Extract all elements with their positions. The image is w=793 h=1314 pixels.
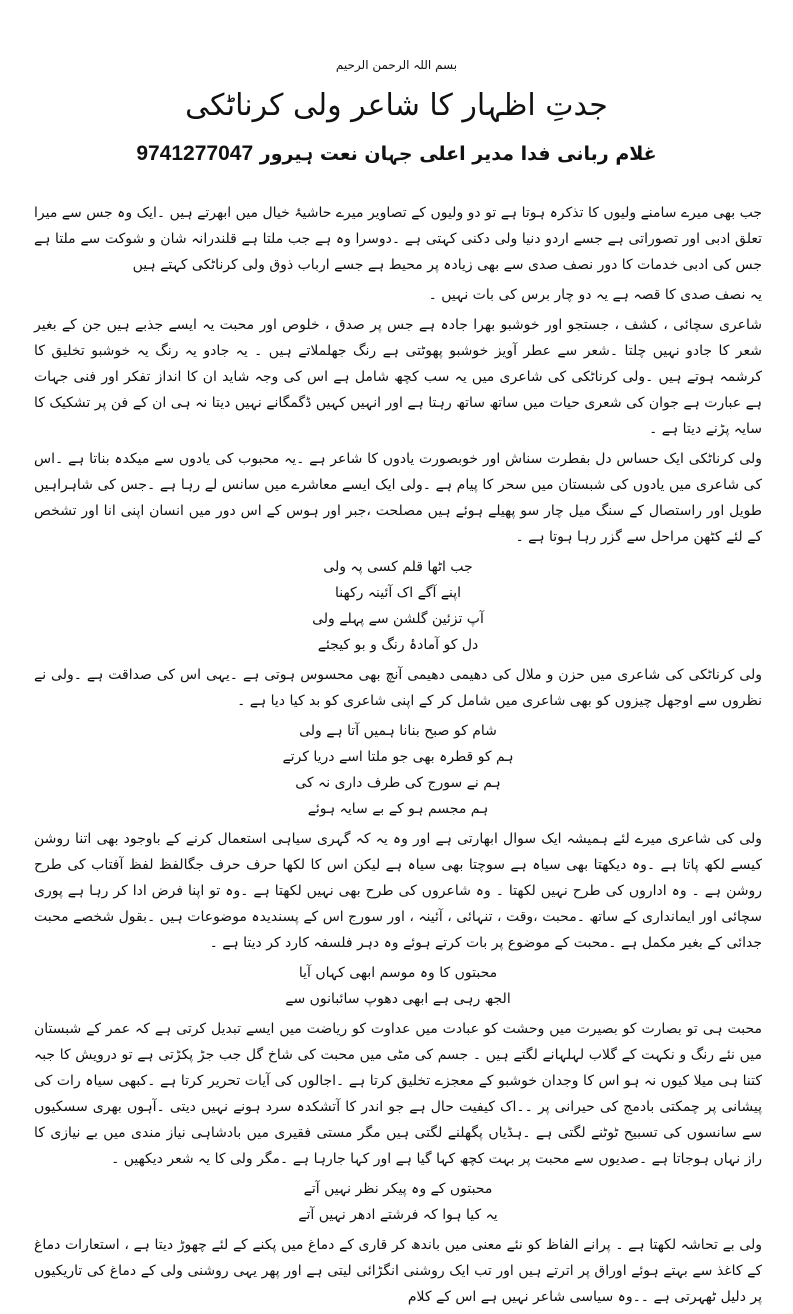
author-name: غلام ربانی فدا مدیر اعلی جہان نعت ہیرور xyxy=(259,143,657,165)
paragraph-darkness: ولی کی شاعری میرے لئے ہمیشہ ایک سوال ابھارتی ہے اور وہ یہ کہ گہری سیاہی استعمال کرنے کے باوجود بھی اتنا روشن کیسے لکھ پاتا ہے ۔وہ دیکھتا بھی سیاہ ہے سوچتا بھی سیاہ ہے لیکن اس کا لکھا حرف حرف جگالفظ لفظ آفتاب کی طرح روشن ہے ۔ وہ اداروں کی طرح نہیں لکھتا ۔ وہ شاعروں کی طرح بھی نہیں لکھتا ہے ۔وہ تو اپنا فرض ادا کر رہا ہے پوری سچائی اور ایمانداری کے ساتھ ۔محبت ،وقت ، تنہائی ، آئینہ ، اور سورج اس کے پسندیدہ موضوعات ہیں ۔بقول شخصے محبت جدائی کے بغیر مکمل ہے ۔محبت کے موضوع پر بات کرتے ہوئے وہ دہر فلسفہ کارد کر دیتا ہے ۔ xyxy=(34,831,762,951)
poem-line: شام کو صبح بنانا ہمیں آتا ہے ولی xyxy=(299,723,497,739)
paragraph-words: ولی بے تحاشہ لکھتا ہے ۔ پرانے الفاظ کو نئے معنی میں باندھ کر قاری کے دماغ میں پکنے کے لئے چھوڑ دیتا ہے ، استعارات دماغ کے کاغذ سے بہتے ہوئے اوراق پر اترتے ہیں اور تب ایک روشنی انگڑائی لیتی ہے اور پھر یہی روشنی ولی کے دماغ کی تاریکیوں پر دلیل ٹھہرتی ہے ۔۔وہ سیاسی شاعر نہیں ہے اس کے کلام xyxy=(34,1237,762,1305)
paragraph-sorrow: ولی کرناٹکی کی شاعری میں حزن و ملال کی دھیمی دھیمی آنچ بھی محسوس ہوتی ہے ۔یہی اس کی صداقت ہے ۔ولی نے نظروں سے اوجھل چیزوں کو بھی شاعری میں شامل کر کے اپنی شاعری کو بد کیا دیا ہے ۔ xyxy=(34,667,762,709)
author-line xyxy=(0,142,793,166)
article-body xyxy=(34,200,762,1314)
poem-line: محبتوں کے وہ پیکر نظر نہیں آتے xyxy=(303,1181,493,1197)
paragraph-memory: ولی کرناٹکی ایک حساس دل بفطرت سناش اور خوبصورت یادوں کا شاعر ہے ۔یہ محبوب کی یادوں سے میکدہ بناتا ہے ۔اس کی شاعری میں یادوں کی شبستان میں سحر کا پیام ہے ۔ولی ایک ایسے معاشرے میں سانس لے رہا ہے ۔جس کی شاہراہیں طویل اور راستصال کے سنگ میل چار سو پھیلے ہوئے ہیں مصلحت ،جبر اور ہوس کے اس دور میں انسان اپنی انا اور تشخص کے لئے کٹھن مراحل سے گزر رہا ہوتا ہے ۔ xyxy=(34,451,762,545)
poem-line: ہم نے سورج کی طرف داری نہ کی xyxy=(295,775,501,791)
paragraph-quote: یہ نصف صدی کا قصہ ہے یہ دو چار برس کی بات نہیں ۔ xyxy=(428,287,762,303)
paragraph-poetry: شاعری سچائی ، کشف ، جستجو اور خوشبو بھرا جادہ ہے جس پر صدق ، خلوص اور محبت یہ ایسے جذبے ہیں جن کے بغیر شعر کا جادو نہیں چلتا ۔شعر سے عطر آویز خوشبو پھوٹتی ہے رنگ جھلملاتے ہیں ۔ یہ جادو یہ رنگ یہ خوشبو تخلیق کا کرشمہ ہوتے ہیں ۔ولی کرناٹکی کی شاعری میں یہ سب کچھ شامل ہے اس کی وجہ شاید ان کا انداز تفکر اور فنی جہات ہے عبارت ہے جوان کی شعری حیات میں ساتھ ساتھ رہتا ہے اور انہیں کہیں ڈگمگانے نہیں دیتا نہ ہی ان کے فن پر تشکیک کا سایہ پڑنے دیتا ہے ۔ xyxy=(34,317,762,437)
poem-line: جب اٹھا قلم کسی پہ ولی xyxy=(323,559,473,575)
poem-2 xyxy=(208,718,588,822)
paragraph-intro: جب بھی میرے سامنے ولیوں کا تذکرہ ہوتا ہے تو دو ولیوں کے تصاویر میرے حاشیۂ خیال میں ابھرتے ہیں ۔ایک وہ جس سے میرا تعلق ادبی اور تصوراتی ہے جسے اردو دنیا ولی دکنی کہتی ہے ۔دوسرا وہ ہے جب ملتا ہے قلندرانہ شان و شوکت سے ملتا ہے جس کی ادبی خدمات کا دور نصف صدی سے بھی زیادہ پر محیط ہے جسے ارباب ذوق ولی کرناٹکی کہتے ہیں xyxy=(34,205,762,273)
poem-line: آپ تزئین گلشن سے پہلے ولی xyxy=(312,611,484,627)
poem-line: اپنے آگے اک آئینہ رکھنا xyxy=(335,585,461,601)
poem-1 xyxy=(208,554,588,658)
poem-4 xyxy=(208,1176,588,1228)
poem-3 xyxy=(208,960,588,1012)
poem-line: یہ کیا ہوا کہ فرشتے ادھر نہیں آتے xyxy=(298,1207,498,1223)
author-phone: 9741277047 xyxy=(136,142,254,165)
paragraph-love: محبت ہی تو بصارت کو بصیرت میں وحشت کو عبادت میں عداوت کو ریاضت میں ایسے تبدیل کرتی ہے کہ عمر کے شبستان میں نئے رنگ و نکہت کے گلاب لہلہانے لگتے ہیں ۔ جسم کی مٹی میں محبت کی شاخ گل جب جڑ پکڑتی ہے تو درویش کا جبہ کتنا ہی میلا کیوں نہ ہو اس کا وجدان خوشبو کے معجزے تخلیق کرتا ہے ۔اجالوں کی آیات تحریر کرتا ہے ۔کبھی سیاہ رات کی پیشانی پر چمکتی بادمج کی حیرانی پر ۔۔اک کیفیت حال ہے جو اندر کا آتشکدہ سرد ہونے نہیں دیتی ۔آہوں بھری سسکیوں سے سانسوں کی تسبیح ٹوٹنے لگتی ہے ۔ہڈیاں پگھلنے لگتی ہیں مگر مستی فقیری میں بادشاہی نیاز مندی میں بے نیازی کا راز نہاں ہوجاتا ہے ۔صدیوں سے محبت پر بہت کچھ کہا گیا ہے اور کہا جارہا ہے ۔مگر ولی کا یہ شعر دیکھیں ۔ xyxy=(34,1021,762,1167)
poem-line: محبتوں کا وہ موسم ابھی کہاں آیا xyxy=(298,965,498,981)
bismillah: بسم اللہ الرحمن الرحیم xyxy=(335,58,458,72)
poem-line: دل کو آمادۂ رنگ و بو کیجئے xyxy=(317,637,479,653)
poem-line: ہم مجسم ہو کے بے سایہ ہوئے xyxy=(307,801,489,817)
poem-line: ہم کو قطرہ بھی جو ملتا اسے دریا کرتے xyxy=(282,749,514,765)
poem-line: الجھ رہی ہے ابھی دھوپ سائبانوں سے xyxy=(285,991,511,1007)
article-title: جدتِ اظہار کا شاعر ولی کرناٹکی xyxy=(185,88,608,123)
